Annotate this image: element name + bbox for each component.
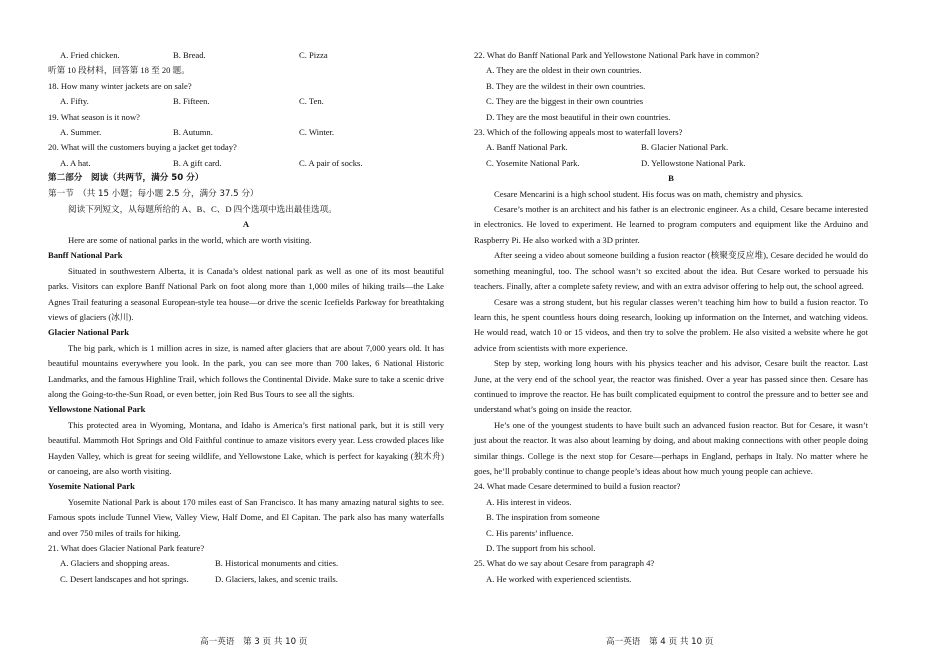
right-column xyxy=(474,48,868,587)
passage-b-paragraph: He’s one of the youngest students to have built such an advanced fusion reactor. But for Cesare, it wasn’t just about the reactor. It was also about learning by doing, and about making connections with other people doing similar things. College is the next stop for Cesare—perhaps in England, perhaps in Italy. No matter where he goes, he’ll probably continue to change people’s ideas about how much young people can achieve. xyxy=(474,419,868,476)
question-23: 23. Which of the following appeals most to waterfall lovers? xyxy=(474,127,683,138)
q18-options xyxy=(48,94,444,109)
option: B. They are the wildest in their own countries. xyxy=(486,80,646,91)
question-25: 25. What do we say about Cesare from paragraph 4? xyxy=(474,558,655,569)
q17-options xyxy=(48,48,444,63)
option: A. A hat. xyxy=(60,157,91,168)
question-24: 24. What made Cesare determined to build a fusion reactor? xyxy=(474,481,681,492)
option: A. Fried chicken. xyxy=(60,50,120,60)
question-22: 22. What do Banff National Park and Yellowstone National Park have in common? xyxy=(474,50,760,60)
q20-options xyxy=(48,156,444,171)
q23-options-row-1 xyxy=(474,140,868,155)
yellowstone-title: Yellowstone National Park xyxy=(48,404,146,415)
option: C. Winter. xyxy=(299,127,335,138)
option: A. His interest in videos. xyxy=(486,496,572,507)
option: C. His parents’ influence. xyxy=(486,527,574,538)
passage-b-paragraph: Cesare was a strong student, but his regular classes weren’t teaching him how to build a fusion reactor. To learn this, he spent countless hours doing research, looking up information on the Internet, and watching videos. He would read, watch 10 or 15 videos, and then try to solve the problem. He also visited a website where he got advice from scientists with more experience. xyxy=(474,296,868,353)
yosemite-text: Yosemite National Park is about 170 miles east of San Francisco. It has many amazing natural sights to see. Famous spots include Tunnel View, Valley View, Half Dome, and El Capitan. The park also has many waterfalls and over 750 miles of trails for hiking. xyxy=(48,496,444,538)
question-18: 18. How many winter jackets are on sale? xyxy=(48,80,192,91)
q23-options-row-2 xyxy=(474,156,868,171)
option: A. Summer. xyxy=(60,127,102,138)
passage-intro: Here are some of national parks in the world, which are worth visiting. xyxy=(68,234,312,245)
option: B. Glacier National Park. xyxy=(641,142,729,153)
option: B. A gift card. xyxy=(173,157,222,168)
q21-options-row-2 xyxy=(48,572,444,587)
option: C. Pizza xyxy=(299,50,328,60)
option: C. Desert landscapes and hot springs. xyxy=(60,573,189,584)
option: D. Glaciers, lakes, and scenic trails. xyxy=(215,573,338,584)
option: B. Autumn. xyxy=(173,127,213,138)
option: B. The inspiration from someone xyxy=(486,512,600,523)
option: D. Yellowstone National Park. xyxy=(641,157,746,168)
passage-b-label: B xyxy=(668,173,674,184)
q19-options xyxy=(48,125,444,140)
option: A. They are the oldest in their own countries. xyxy=(486,65,642,76)
option: B. Historical monuments and cities. xyxy=(215,558,339,569)
option: D. They are the most beautiful in their own countries. xyxy=(486,111,671,122)
page-footer-left: 高一英语 第 3 页 共 10 页 xyxy=(200,637,308,647)
yellowstone-text: This protected area in Wyoming, Montana, and Idaho is America’s first national park, but it is still very beautiful. Mammoth Hot Springs and Old Faithful continue to amaze visitors every year. Less crowded places like Hayden Valley, which is great for seeing wildlife, and Yellowstone Lake, which is perfect for kayaking (独木舟) or canoeing, are also worth visiting. xyxy=(48,419,444,476)
option: D. The support from his school. xyxy=(486,543,596,553)
glacier-text: The big park, which is 1 million acres in size, is named after glaciers that are about 7,000 years old. It has beautiful mountains everywhere you look. In the park, you can see more than 700 lakes, 6 National Historic Landmarks, and the famous Highline Trail, which follows the Continental Divide. Make sure to take a scenic drive along the Going-to-the-Sun Road, or even better, join Red Bus Tours to see all the sights. xyxy=(48,342,444,399)
question-21: 21. What does Glacier National Park feature? xyxy=(48,543,205,553)
listening-instruction: 听第 10 段材料，回答第 18 至 20 题。 xyxy=(48,65,190,76)
option: C. Ten. xyxy=(299,96,324,107)
option: A. Glaciers and shopping areas. xyxy=(60,558,170,569)
passage-b-paragraph: Cesare Mencarini is a high school student. His focus was on math, chemistry and physics. xyxy=(494,188,804,199)
page-footer-right: 高一英语 第 4 页 共 10 页 xyxy=(606,637,714,647)
option: B. Fifteen. xyxy=(173,96,210,107)
passage-b-paragraph: After seeing a video about someone building a fusion reactor (核聚变反应堆), Cesare decided he would do something meaningful, too. The school wasn’t so excited about the idea. But Cesare worked to persuade his teachers. Finally, after a complete safety review, and with an extra advisor offering to help out, the school agreed. xyxy=(474,250,868,292)
q21-options-row-1 xyxy=(48,556,444,571)
option: C. Yosemite National Park. xyxy=(486,157,580,168)
option: A. Banff National Park. xyxy=(486,142,568,153)
yosemite-title: Yosemite National Park xyxy=(48,481,135,492)
part-2-heading: 第二部分 阅读（共两节，满分 50 分） xyxy=(48,173,204,184)
option: C. They are the biggest in their own countries xyxy=(486,96,644,107)
option: C. A pair of socks. xyxy=(299,157,363,168)
option: A. He worked with experienced scientists. xyxy=(486,573,632,584)
option: B. Bread. xyxy=(173,50,206,60)
banff-text: Situated in southwestern Alberta, it is Canada’s oldest national park as well as one of its most beautiful parks. Visitors can explore Banff National Park on foot along more than 1,000 miles of hiking trails—the Lake Agnes Trail featuring a seasonal European-style tea house—or drive the scenic Icefields Parkway for breathtaking views of glaciers (冰川). xyxy=(48,265,444,322)
passage-b-paragraph: Cesare’s mother is an architect and his father is an electronic engineer. As a child, Cesare became interested in electronics. He loved to experiment. He learned to program computers and equipment like the Arduino and Raspberry Pi. He also worked with a 3D printer. xyxy=(474,204,868,245)
question-19: 19. What season is it now? xyxy=(48,111,140,122)
banff-title: Banff National Park xyxy=(48,250,123,261)
question-20: 20. What will the customers buying a jacket get today? xyxy=(48,142,237,153)
passage-b-paragraph: Step by step, working long hours with his physics teacher and his advisor, Cesare built the reactor. Last June, at the very end of the school year, the reactor was finished. Over a year has passed since then. Cesare has continued to improve the reactor. He has built complicated equipment to control the pressure and to better see and understand what’s going on inside the reactor. xyxy=(474,358,868,415)
section-1-instruction: 阅读下列短文，从每题所给的 A、B、C、D 四个选项中选出最佳选项。 xyxy=(68,204,337,215)
glacier-title: Glacier National Park xyxy=(48,327,129,338)
option: A. Fifty. xyxy=(60,96,89,107)
section-1-heading: 第一节 （共 15 小题；每小题 2.5 分，满分 37.5 分） xyxy=(48,188,259,199)
passage-a-label: A xyxy=(242,219,250,230)
left-column xyxy=(48,48,444,587)
